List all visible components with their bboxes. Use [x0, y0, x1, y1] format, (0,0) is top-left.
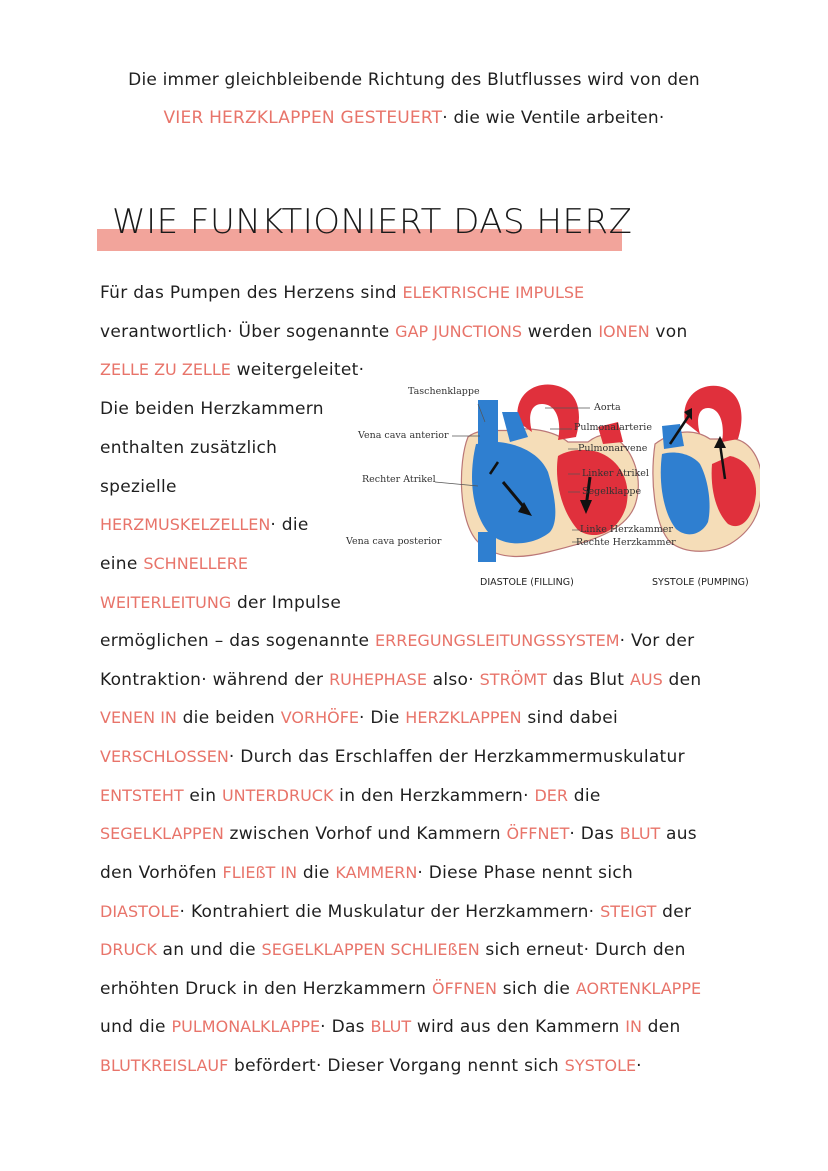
body-text: die beiden: [176, 708, 281, 728]
highlight-term: ELEKTRISCHE IMPULSE: [402, 283, 585, 302]
body-text: der Impulse: [231, 593, 342, 613]
body-text: den Vorhöfen: [100, 863, 223, 883]
label-pulmonalarterie: Pulmonalarterie: [574, 422, 652, 433]
body-text: und die: [100, 1017, 172, 1037]
intro-text: · die wie Ventile arbeiten·: [442, 108, 665, 128]
highlight-term: VERSCHLOSSEN: [100, 747, 229, 766]
body-text: sind dabei: [521, 708, 619, 728]
highlight-term: VORHÖFE: [280, 708, 359, 727]
text-line: [100, 708, 618, 728]
body-text: · Vor der: [619, 631, 695, 651]
highlight-term: SCHNELLERE: [143, 554, 248, 573]
body-text: · Das: [320, 1017, 371, 1037]
text-line: [100, 631, 694, 651]
highlight-term: DIASTOLE: [100, 902, 180, 921]
text-line: [100, 670, 701, 690]
highlight-term: STEIGT: [600, 902, 657, 921]
label-segelklappe: Segelklappe: [582, 486, 642, 497]
label-linker-atrikel: Linker Atrikel: [582, 468, 649, 479]
body-text: den: [662, 670, 702, 690]
body-text: wird aus den Kammern: [411, 1017, 626, 1037]
highlight-term: AORTENKLAPPE: [575, 979, 702, 998]
page-heading: WIE FUNKTIONIERT DAS HERZ: [112, 202, 633, 242]
highlight-term: UNTERDRUCK: [221, 786, 334, 805]
text-line: [100, 1017, 681, 1037]
body-text: an und die: [156, 940, 262, 960]
text-line: [100, 283, 584, 303]
highlight-term: AUS: [629, 670, 663, 689]
text-line: [100, 515, 309, 535]
body-text: enthalten zusätzlich: [100, 438, 278, 458]
highlight-term: SEGELKLAPPEN SCHLIEßEN: [261, 940, 480, 959]
text-line: [100, 477, 177, 497]
text-line: [100, 360, 364, 380]
highlight-term: ENTSTEHT: [100, 786, 184, 805]
body-text: weitergeleitet·: [230, 360, 365, 380]
body-text: die: [297, 863, 336, 883]
text-line: [100, 979, 701, 999]
highlight-term: BLUT: [619, 824, 661, 843]
label-linke-herzkammer: Linke Herzkammer: [580, 524, 673, 535]
intro-line-1: [0, 70, 828, 90]
intro-line-2: [0, 108, 828, 128]
body-text: ·: [636, 1056, 642, 1076]
body-text: spezielle: [100, 477, 177, 497]
body-text: · Die: [359, 708, 406, 728]
body-text: ein: [183, 786, 222, 806]
body-text: das Blut: [546, 670, 630, 690]
intro-highlight: VIER HERZKLAPPEN GESTEUERT: [163, 108, 443, 128]
body-text: sich die: [497, 979, 576, 999]
highlight-term: DER: [534, 786, 569, 805]
text-line: [100, 824, 697, 844]
highlight-term: ÖFFNEN: [431, 979, 497, 998]
body-text: also·: [426, 670, 480, 690]
body-text: sich erneut· Durch den: [479, 940, 686, 960]
body-text: befördert· Dieser Vorgang nennt sich: [228, 1056, 565, 1076]
body-text: den: [641, 1017, 681, 1037]
text-line: [100, 1056, 642, 1076]
body-text: Kontraktion· während der: [100, 670, 330, 690]
body-text: von: [649, 322, 688, 342]
text-line: [100, 863, 633, 883]
highlight-term: KAMMERN: [335, 863, 418, 882]
highlight-term: ZELLE ZU ZELLE: [100, 360, 231, 379]
highlight-term: DRUCK: [100, 940, 157, 959]
body-text: · Diese Phase nennt sich: [417, 863, 634, 883]
body-text: verantwortlich· Über sogenannte: [100, 322, 396, 342]
text-line: [100, 438, 277, 458]
highlight-term: BLUT: [370, 1017, 412, 1036]
highlight-term: IN: [155, 708, 177, 727]
body-text: die: [568, 786, 601, 806]
heart-illustration: [340, 374, 760, 599]
highlight-term: RUHEPHASE: [329, 670, 427, 689]
body-text: Die beiden Herzkammern: [100, 399, 324, 419]
label-rechte-herzkammer: Rechte Herzkammer: [576, 537, 676, 548]
body-text: erhöhten Druck in den Herzkammern: [100, 979, 432, 999]
body-text: · Durch das Erschlaffen der Herzkammermuskulatur: [228, 747, 685, 767]
text-line: [100, 399, 324, 419]
label-taschenklappe: Taschenklappe: [408, 386, 480, 397]
intro-text: Die immer gleichbleibende Richtung des Blutflusses wird von den: [128, 70, 700, 90]
body-text: ermöglichen – das sogenannte: [100, 631, 375, 651]
highlight-term: IONEN: [598, 322, 650, 341]
highlight-term: SYSTOLE: [564, 1056, 637, 1075]
highlight-term: IN: [625, 1017, 642, 1036]
body-text: in den Herzkammern·: [333, 786, 535, 806]
body-text: · die: [270, 515, 309, 535]
highlight-term: WEITERLEITUNG: [100, 593, 232, 612]
heart-diagram: [340, 374, 760, 599]
label-vena-cava-posterior: Vena cava posterior: [346, 536, 442, 547]
highlight-term: ÖFFNET: [506, 824, 570, 843]
label-pulmonarvene: Pulmonarvene: [578, 443, 648, 454]
text-line: [100, 322, 688, 342]
body-text: eine: [100, 554, 144, 574]
highlight-term: FLIEßT IN: [222, 863, 298, 882]
text-line: [100, 554, 248, 574]
text-line: [100, 940, 686, 960]
highlight-term: STRÖMT: [479, 670, 547, 689]
body-text: zwischen Vorhof und Kammern: [223, 824, 507, 844]
body-text: Für das Pumpen des Herzens sind: [100, 283, 403, 303]
text-line: [100, 902, 691, 922]
label-aorta: Aorta: [594, 402, 621, 413]
highlight-term: ERREGUNGSLEITUNGSSYSTEM: [374, 631, 620, 650]
body-text: · Das: [569, 824, 620, 844]
text-line: [100, 593, 341, 613]
highlight-term: SEGELKLAPPEN: [100, 824, 224, 843]
label-rechter-atrikel: Rechter Atrikel: [362, 474, 436, 485]
caption-systole: SYSTOLE (PUMPING): [652, 577, 749, 588]
label-vena-cava-anterior: Vena cava anterior: [358, 430, 449, 441]
body-text: aus: [660, 824, 697, 844]
text-line: [100, 747, 685, 767]
highlight-term: GAP JUNCTIONS: [395, 322, 523, 341]
body-text: der: [656, 902, 692, 922]
text-line: [100, 786, 601, 806]
caption-diastole: DIASTOLE (FILLING): [480, 577, 574, 588]
highlight-term: BLUTKREISLAUF: [100, 1056, 229, 1075]
body-text: · Kontrahiert die Muskulatur der Herzkammern·: [179, 902, 601, 922]
highlight-term: VENEN: [100, 708, 156, 727]
highlight-term: PULMONALKLAPPE: [171, 1017, 321, 1036]
highlight-term: HERZKLAPPEN: [405, 708, 522, 727]
highlight-term: HERZMUSKELZELLEN: [100, 515, 271, 534]
body-text: werden: [522, 322, 599, 342]
